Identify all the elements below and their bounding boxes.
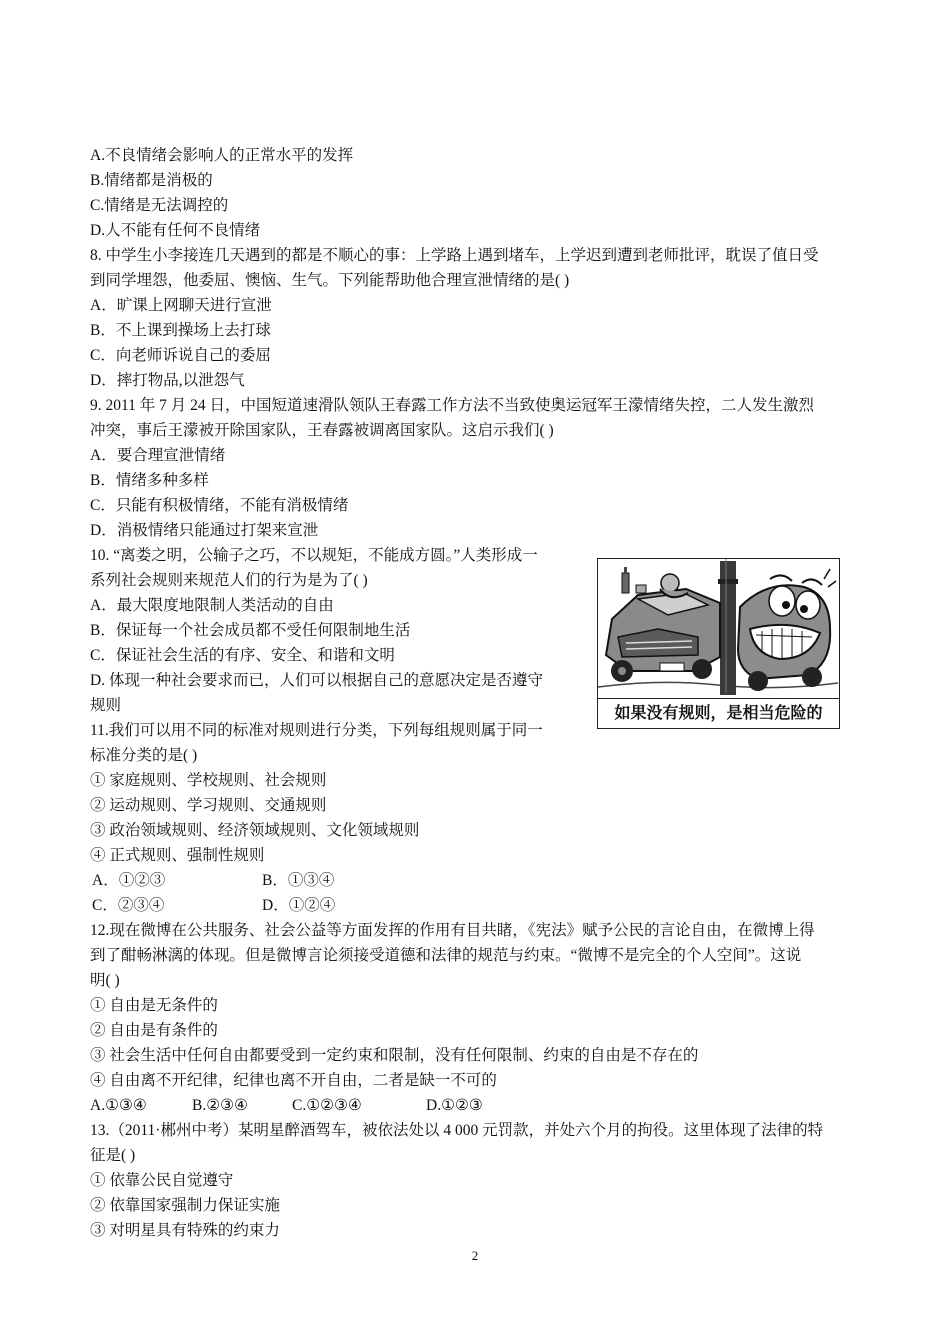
q10-option-d-line1: D. 体现一种社会要求而已，人们可以根据自己的意愿决定是否遵守: [90, 672, 543, 689]
q7-option-d: D.人不能有任何不良情绪: [90, 222, 261, 239]
q11-item-4: ④ 正式规则、强制性规则: [90, 847, 265, 864]
q12-option-c: C.①②③④: [292, 1097, 362, 1114]
q11-option-b: B．①③④: [262, 872, 335, 889]
q9-option-d: D．消极情绪只能通过打架来宣泄: [90, 522, 319, 539]
q13-item-2: ② 依靠国家强制力保证实施: [90, 1197, 280, 1214]
q12-item-1: ① 自由是无条件的: [90, 997, 218, 1014]
q8-stem-line2: 到同学埋怨，他委屈、懊恼、生气。下列能帮助他合理宣泄情绪的是( ): [90, 272, 570, 289]
rules-cartoon-figure: [597, 558, 840, 729]
q9-stem-line2: 冲突，事后王濛被开除国家队，王春露被调离国家队。这启示我们( ): [90, 422, 554, 439]
q7-option-c: C.情绪是无法调控的: [90, 197, 229, 214]
q10-option-a: A．最大限度地限制人类活动的自由: [90, 597, 334, 614]
q10-option-b: B．保证每一个社会成员都不受任何限制地生活: [90, 622, 411, 639]
q8-option-a: A．旷课上网聊天进行宣泄: [90, 297, 272, 314]
q7-option-a: A.不良情绪会影响人的正常水平的发挥: [90, 147, 354, 164]
q8-option-c: C．向老师诉说自己的委屈: [90, 347, 271, 364]
q8-stem-line1: 8. 中学生小李接连几天遇到的都是不顺心的事：上学路上遇到堵车，上学迟到遭到老师批评，耽误了值日受: [90, 247, 819, 264]
q10-stem-line2: 系列社会规则来规范人们的行为是为了( ): [90, 572, 368, 589]
q13-stem-line2: 征是( ): [90, 1147, 136, 1164]
q10-stem-line1: 10. “离娄之明，公输子之巧，不以规矩，不能成方圆。”人类形成一: [90, 547, 538, 564]
car-crash-illustration: [598, 559, 838, 699]
q13-stem-line1: 13.（2011·郴州中考）某明星醉酒驾车，被依法处以 4 000 元罚款，并处六个月的拘役。这里体现了法律的特: [90, 1122, 824, 1139]
q11-item-1: ① 家庭规则、学校规则、社会规则: [90, 772, 327, 789]
q9-option-c: C．只能有积极情绪，不能有消极情绪: [90, 497, 349, 514]
q11-option-a: A．①②③: [92, 872, 166, 889]
q9-option-a: A．要合理宣泄情绪: [90, 447, 226, 464]
q7-option-b: B.情绪都是消极的: [90, 172, 213, 189]
q10-option-d-line2: 规则: [90, 697, 122, 714]
q12-item-4: ④ 自由离不开纪律，纪律也离不开自由，二者是缺一不可的: [90, 1072, 497, 1089]
q12-stem-line1: 12.现在微博在公共服务、社会公益等方面发挥的作用有目共睹，《宪法》赋予公民的言论自由，在微博上得: [90, 922, 815, 939]
figure-caption: 如果没有规则，是相当危险的: [598, 698, 839, 728]
q12-item-3: ③ 社会生活中任何自由都要受到一定约束和限制，没有任何限制、约束的自由是不存在的: [90, 1047, 699, 1064]
q9-stem-line1: 9. 2011 年 7 月 24 日，中国短道速滑队领队王春露工作方法不当致使奥运冠军王濛情绪失控，二人发生激烈: [90, 397, 815, 414]
q12-stem-line3: 明( ): [90, 972, 120, 989]
q8-option-b: B．不上课到操场上去打球: [90, 322, 271, 339]
q13-item-3: ③ 对明星具有特殊的约束力: [90, 1222, 280, 1239]
q12-option-a: A.①③④: [90, 1097, 147, 1114]
q12-option-d: D.①②③: [426, 1097, 483, 1114]
q10-option-c: C．保证社会生活的有序、安全、和谐和文明: [90, 647, 395, 664]
q8-option-d: D．摔打物品,以泄怨气: [90, 372, 245, 389]
q11-stem-line2: 标准分类的是( ): [90, 747, 198, 764]
page-number: 2: [471, 1248, 479, 1263]
q11-stem-line1: 11.我们可以用不同的标准对规则进行分类，下列每组规则属于同一: [90, 722, 543, 739]
q11-item-3: ③ 政治领域规则、经济领域规则、文化领域规则: [90, 822, 420, 839]
q11-item-2: ② 运动规则、学习规则、交通规则: [90, 797, 327, 814]
q13-item-1: ① 依靠公民自觉遵守: [90, 1172, 234, 1189]
q11-option-d: D．①②④: [262, 897, 336, 914]
q9-option-b: B．情绪多种多样: [90, 472, 209, 489]
q11-option-c: C．②③④: [92, 897, 165, 914]
q12-item-2: ② 自由是有条件的: [90, 1022, 218, 1039]
q12-option-b: B.②③④: [192, 1097, 248, 1114]
q12-stem-line2: 到了酣畅淋漓的体现。但是微博言论须接受道德和法律的规范与约束。“微博不是完全的个人空间”。这说: [90, 947, 802, 964]
